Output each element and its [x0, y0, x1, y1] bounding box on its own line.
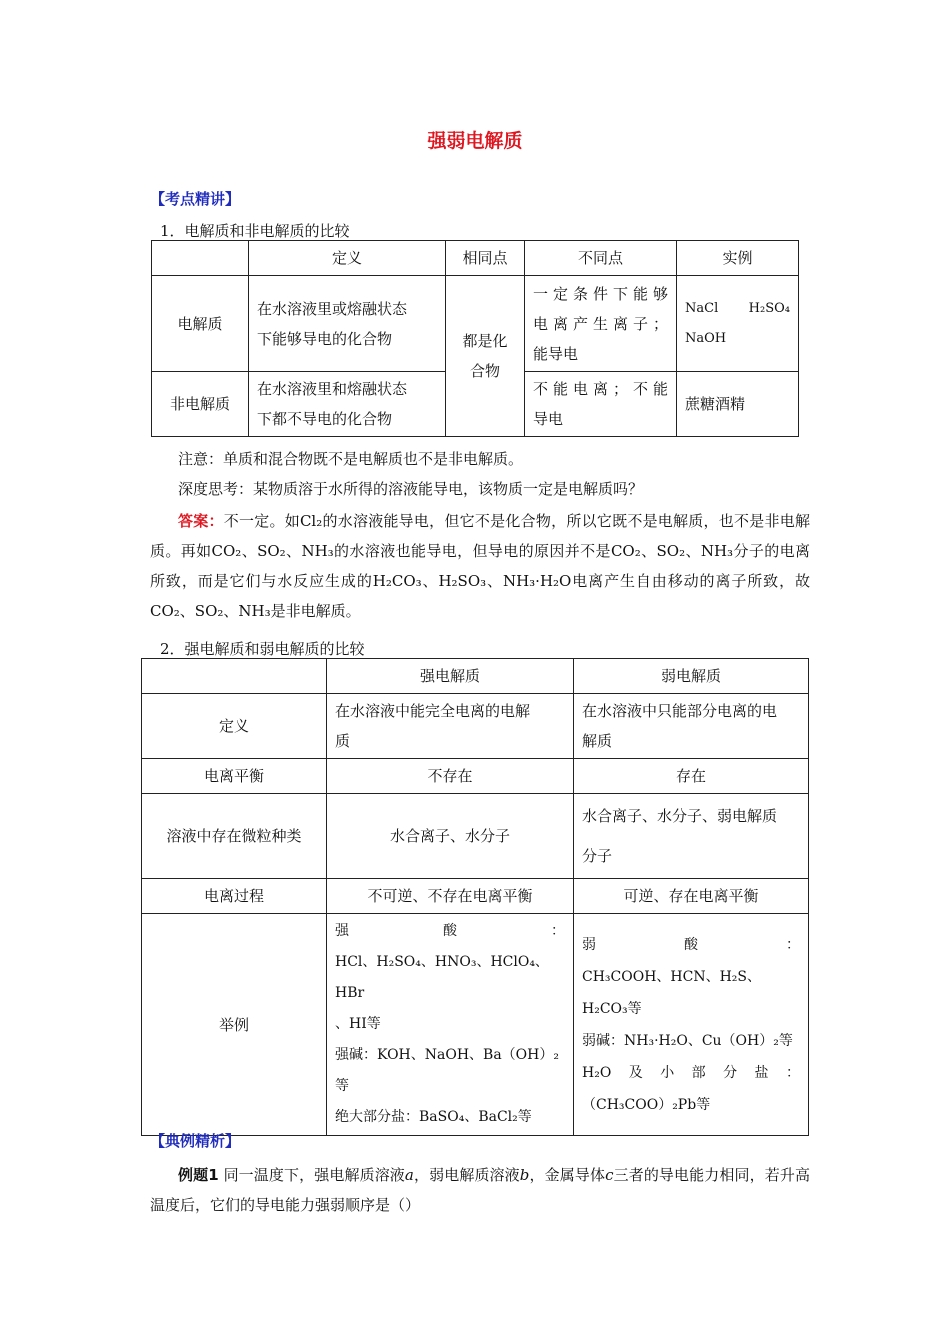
table2-equilibrium-strong: 不存在	[327, 759, 574, 794]
definition-line: 下都不导电的化合物	[257, 410, 393, 428]
example-line: HCl、H₂SO₄、HNO₃、HClO₄、HBr	[335, 954, 549, 1001]
table1-header-similarity: 相同点	[446, 241, 525, 276]
example-question	[150, 1160, 810, 1220]
difference-line: 不能电离；不能	[533, 380, 668, 398]
example-word: 小	[660, 1064, 675, 1081]
table2-header-weak: 弱电解质	[574, 659, 809, 694]
example-word: 酸	[443, 923, 457, 939]
table2-header-empty	[142, 659, 327, 694]
table2-example-weak	[574, 914, 809, 1136]
section-heading-examples: 【典例精析】	[150, 1132, 241, 1150]
example-text-b: ，弱电解质溶液	[413, 1166, 520, 1184]
similarity-line: 合物	[469, 362, 500, 380]
answer-text: 不一定。如Cl₂的水溶液能导电，但它不是化合物，所以它既不是电解质，也不是非电解质。再如CO₂、SO₂、NH₃的水溶液也能导电，但导电的原因并不是CO₂、SO₂、NH₃分子的电离所致，而是它们与水反应生成的H₂CO₃、H₂SO₃、NH₃·H₂O电离产生自由移动的离子所致，故CO₂、SO₂、NH₃是非电解质。	[150, 512, 810, 620]
table1-row-nonelectrolyte-difference	[525, 372, 677, 437]
example-word: ：	[786, 936, 800, 953]
difference-line: 导电	[533, 410, 564, 428]
table1-header-difference: 不同点	[525, 241, 677, 276]
strong-weak-comparison-table	[141, 658, 809, 1136]
table1-header-empty	[152, 241, 249, 276]
table2-definition-strong	[327, 694, 574, 759]
difference-line: 一定条件下能够	[533, 284, 668, 303]
example-line: 等	[335, 1078, 349, 1094]
example-line: （CH₃COO）₂Pb等	[582, 1096, 711, 1113]
electrolyte-comparison-table	[151, 240, 799, 437]
example-line: 强碱：KOH、NaOH、Ba（OH）₂	[335, 1047, 559, 1063]
section-heading-key-points: 【考点精讲】	[150, 190, 241, 208]
table2-example-strong	[327, 914, 574, 1136]
example-nacl: NaCl	[685, 300, 719, 316]
table2-caption: 2．强电解质和弱电解质的比较	[160, 640, 365, 658]
example-line	[582, 929, 800, 961]
definition-line: 下能够导电的化合物	[257, 329, 393, 348]
example-line	[685, 294, 790, 324]
example-var-b: b	[519, 1166, 530, 1184]
table1-row-nonelectrolyte-example: 蔗糖酒精	[677, 372, 799, 437]
table1-header-example: 实例	[677, 241, 799, 276]
definition-line: 在水溶液里和熔融状态	[257, 380, 408, 398]
table1-row-electrolyte-definition	[249, 276, 446, 372]
example-word: 及	[628, 1064, 643, 1081]
table1-row-electrolyte-label: 电解质	[152, 276, 249, 372]
definition-line: 在水溶液里或熔融状态	[257, 299, 408, 318]
definition-line: 解质	[582, 732, 613, 750]
answer-label: 答案：	[178, 512, 224, 530]
definition-line: 在水溶液中能完全电离的电解	[335, 702, 531, 720]
example-word: 强	[335, 923, 349, 939]
table1-row-electrolyte-difference	[525, 276, 677, 372]
table2-species-label: 溶液中存在微粒种类	[142, 794, 327, 879]
example-word: ：	[785, 1064, 800, 1081]
table1-row-electrolyte-example	[677, 276, 799, 372]
table1-header-definition: 定义	[249, 241, 446, 276]
species-line: 分子	[582, 847, 613, 865]
species-line: 水合离子、水分子、弱电解质	[582, 807, 778, 825]
table2-species-weak	[574, 794, 809, 879]
example-label: 例题1	[178, 1166, 219, 1184]
example-word: H₂O	[582, 1064, 612, 1081]
example-word: 盐	[754, 1064, 769, 1081]
table2-equilibrium-label: 电离平衡	[142, 759, 327, 794]
example-line	[335, 916, 565, 947]
definition-line: 在水溶液中只能部分电离的电	[582, 702, 778, 720]
example-word: 分	[723, 1064, 738, 1081]
definition-line: 质	[335, 732, 351, 750]
example-var-c: c	[605, 1166, 614, 1184]
example-word: 弱	[582, 936, 596, 953]
example-line: 、HI等	[335, 1016, 381, 1032]
example-line: 弱碱：NH₃·H₂O、Cu（OH）₂等	[582, 1032, 793, 1049]
example-line: 绝大部分盐：BaSO₄、BaCl₂等	[335, 1109, 532, 1125]
example-word: 酸	[684, 936, 698, 953]
page-title: 强弱电解质	[427, 130, 523, 152]
table2-definition-label: 定义	[142, 694, 327, 759]
example-text-d: 三者的导电能力相同，若升高温度后，它们的导电能力强弱顺序是（）	[150, 1166, 810, 1214]
table2-species-strong: 水合离子、水分子	[327, 794, 574, 879]
example-text-a: 同一温度下，强电解质溶液	[223, 1166, 405, 1184]
table2-example-label: 举例	[142, 914, 327, 1136]
example-text-c: ，金属导体	[529, 1166, 606, 1184]
answer-paragraph	[150, 506, 810, 626]
table2-process-weak: 可逆、存在电离平衡	[574, 879, 809, 914]
example-naoh: NaOH	[685, 330, 727, 346]
similarity-line: 都是化	[462, 332, 508, 350]
example-word: 部	[691, 1064, 706, 1081]
table1-row-nonelectrolyte-definition	[249, 372, 446, 437]
example-h2so4: H₂SO₄	[748, 300, 790, 316]
table1-similarity-cell	[446, 276, 525, 437]
example-word: ：	[551, 923, 565, 939]
difference-line: 电离产生离子；	[533, 314, 668, 333]
table2-process-strong: 不可逆、不存在电离平衡	[327, 879, 574, 914]
note-text: 注意：单质和混合物既不是电解质也不是非电解质。	[178, 450, 524, 468]
table2-process-label: 电离过程	[142, 879, 327, 914]
table2-header-strong: 强电解质	[327, 659, 574, 694]
table2-definition-weak	[574, 694, 809, 759]
difference-line: 能导电	[533, 344, 579, 363]
example-line	[582, 1057, 800, 1089]
deep-thinking-text: 深度思考：某物质溶于水所得的溶液能导电，该物质一定是电解质吗？	[178, 480, 644, 498]
table2-equilibrium-weak: 存在	[574, 759, 809, 794]
table1-caption: 1．电解质和非电解质的比较	[160, 222, 350, 240]
table1-row-nonelectrolyte-label: 非电解质	[152, 372, 249, 437]
example-line: CH₃COOH、HCN、H₂S、H₂CO₃等	[582, 968, 761, 1017]
example-var-a: a	[404, 1166, 414, 1184]
